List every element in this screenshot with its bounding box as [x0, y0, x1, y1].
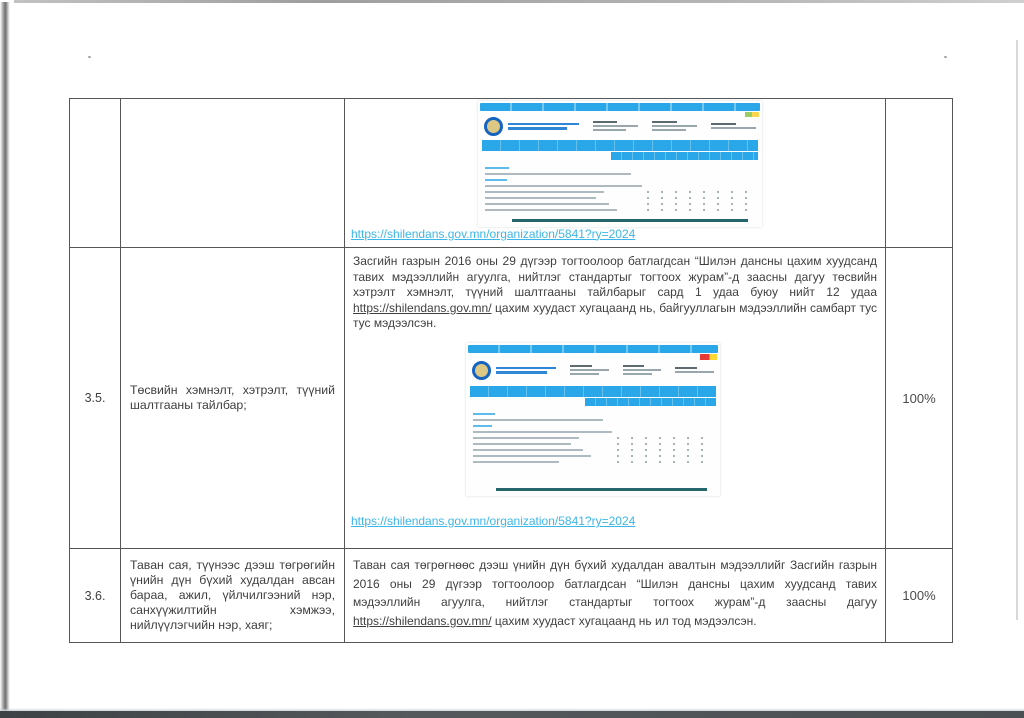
mock-meta-col [623, 363, 662, 376]
criteria-text [121, 167, 344, 179]
mock-org-title [496, 365, 556, 376]
shilendans-website-screenshot [466, 343, 720, 496]
evidence-cell [345, 248, 886, 548]
evidence-cell [345, 549, 886, 642]
evidence-text: цахим хуудаст хугацаанд нь, байгууллагын мэдээллийн самбарт тус тус мэдээлсэн. [353, 300, 877, 330]
scan-speck [88, 56, 91, 58]
criteria-text: Төсвийн хэмнэлт, хэтрэлт, түүний шалтгааны тайлбар; [130, 383, 335, 412]
scan-edge-left [0, 2, 10, 714]
compliance-table [69, 98, 953, 643]
shilendans-organization-link[interactable]: https://shilendans.gov.mn/organization/5841?ry=2024 [351, 514, 636, 528]
mock-navbar [480, 103, 760, 111]
mock-meta-col [711, 121, 756, 131]
shilendans-organization-link[interactable]: https://shilendans.gov.mn/organization/5841?ry=2024 [351, 226, 636, 241]
percent-cell: 100% [902, 390, 936, 406]
row-number-cell: 3.5. [70, 248, 121, 548]
mock-language-badge-icon [700, 354, 717, 360]
scan-edge-right [1016, 40, 1018, 620]
criteria-cell [121, 99, 345, 247]
row-number-cell [70, 99, 121, 247]
row-number-cell: 3.6. [70, 549, 121, 642]
mock-table-rows [478, 160, 762, 211]
table-row [70, 248, 952, 549]
table-row [70, 549, 952, 642]
mock-meta-col [570, 363, 609, 376]
mock-footer-bar [496, 488, 707, 491]
mock-org-header [466, 353, 720, 384]
shilendans-home-link[interactable]: https://shilendans.gov.mn/ [353, 613, 492, 628]
mock-meta-col [652, 119, 697, 132]
scan-speck [944, 56, 947, 58]
mock-org-title [508, 121, 579, 132]
evidence-text: Таван сая төгрөгнөөс дээш үнийн дүн бүхий худалдан авалтын мэдээллийг Засгийн газрын 2016 оны 29 дүгээр тогтоолоор батлагдсан “Шилэн дансны цахим хуудсанд тавих мэдээллийн агуулга, нийтлэг стандартыг тогтоох журам”-д заасны дагуу [353, 558, 877, 609]
mock-navbar [468, 345, 718, 353]
mock-meta-col [593, 119, 638, 132]
evidence-text: цахим хуудаст хугацаанд нь ил тод мэдээлсэн. [491, 613, 757, 628]
mock-table-rows [466, 406, 720, 463]
org-logo-icon [484, 117, 503, 136]
mock-footer-bar [512, 219, 748, 222]
mock-table-subheader [585, 398, 716, 406]
criteria-cell [121, 248, 345, 548]
shilendans-home-link[interactable]: https://shilendans.gov.mn/ [353, 300, 492, 315]
mock-table-header [482, 140, 758, 151]
evidence-text: Засгийн газрын 2016 оны 29 дүгээр тогтоолоор батлагдсан “Шилэн дансны цахим хуудсанд тавих мэдээллийн агуулга, нийтлэг стандартыг тогтоох журам”-д заасны дагуу төсвийн хэтрэлт хэмнэлт, түүний шалтгааны тайлбарыг сард 1 удаа буюу нийт 12 удаа [353, 254, 877, 299]
org-logo-icon [472, 361, 491, 380]
percent-cell: 100% [902, 588, 936, 603]
mock-meta-col [675, 365, 714, 375]
mock-table-header [470, 386, 716, 397]
criteria-text: Таван сая, түүнээс дээш төгрөгийн үнийн дүн бүхий худалдан авсан бараа, ажил, үйлчилгээний нэр, санхүүжилтийн хэмжээ, нийлүүлэгчийн нэр, хаяг; [130, 558, 335, 632]
evidence-paragraph [345, 248, 885, 332]
evidence-paragraph [345, 549, 885, 630]
mock-org-header [478, 111, 762, 138]
scan-edge-top [14, 0, 1024, 3]
percent-cell [886, 99, 952, 247]
mock-language-badge-icon [745, 112, 759, 117]
table-row [70, 99, 952, 248]
mock-table-subheader [611, 152, 758, 160]
evidence-cell [345, 99, 886, 247]
criteria-cell [121, 549, 345, 642]
shilendans-website-screenshot [478, 101, 762, 227]
scan-edge-bottom [0, 711, 1024, 718]
